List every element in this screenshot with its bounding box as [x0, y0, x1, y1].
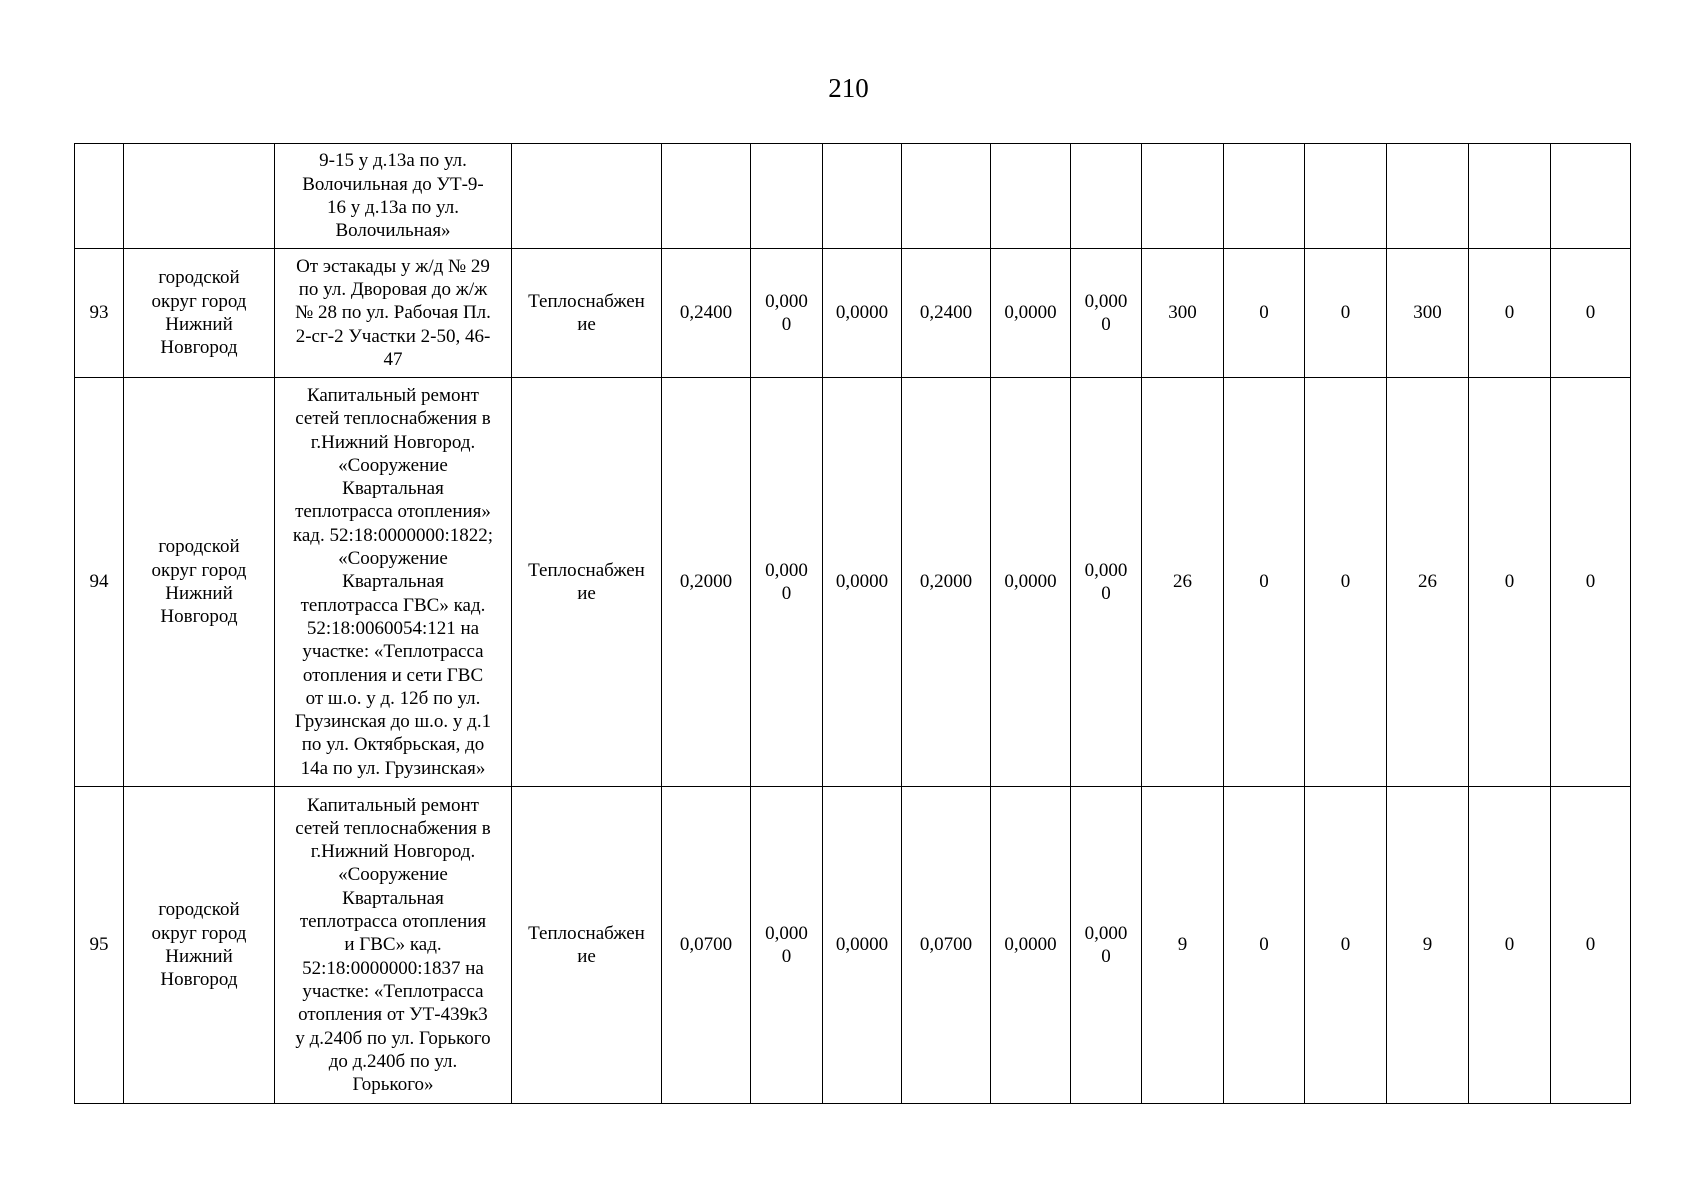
- cell-line: Грузинская до ш.о. у д.1: [294, 711, 492, 733]
- cell-line: Волочильная до УТ-9-: [302, 173, 484, 195]
- cell-line: теплотрасса ГВС» кад.: [300, 594, 486, 616]
- cell-value-4: [902, 144, 991, 249]
- cell-line: 14а по ул. Грузинская»: [300, 757, 486, 779]
- cell-line: Новгород: [160, 969, 238, 991]
- cell-line: ие: [577, 314, 596, 335]
- cell-line: у д.240б по ул. Горького: [295, 1027, 491, 1049]
- cell-line: 0,000: [1084, 290, 1128, 312]
- cell-value-2: [751, 249, 823, 378]
- cell-value-8: 0: [1224, 378, 1305, 787]
- cell-line: 0,000: [765, 290, 808, 312]
- cell-line: 0: [1101, 583, 1111, 604]
- cell-line: 0: [781, 946, 792, 967]
- cell-value-5: [991, 144, 1071, 249]
- cell-value-3: [823, 144, 902, 249]
- table-row: [75, 249, 1631, 378]
- cell-line: «Сооружение: [338, 548, 448, 570]
- cell-line: «Сооружение: [338, 864, 448, 886]
- cell-value-11: 0: [1469, 378, 1551, 787]
- cell-line: до д.240б по ул.: [328, 1050, 458, 1072]
- cell-line: сетей теплоснабжения в: [295, 817, 491, 839]
- cell-line: «Сооружение: [338, 454, 448, 476]
- cell-value-5: 0,0000: [991, 249, 1071, 378]
- cell-line: Волочильная»: [335, 220, 451, 242]
- cell-line: сетей теплоснабжения в: [295, 408, 491, 430]
- cell-municipality: [124, 787, 275, 1104]
- cell-line: 47: [383, 348, 403, 370]
- cell-value-5: 0,0000: [991, 378, 1071, 787]
- cell-line: округ город: [151, 922, 247, 944]
- cell-value-3: 0,0000: [823, 378, 902, 787]
- cell-line: ие: [577, 946, 596, 967]
- data-table: [74, 143, 1631, 1104]
- cell-line: отопления от УТ-439к3: [298, 1004, 488, 1026]
- cell-value-11: 0: [1469, 787, 1551, 1104]
- cell-value-7: [1142, 144, 1224, 249]
- cell-value-6: [1071, 249, 1142, 378]
- cell-value-6: [1071, 144, 1142, 249]
- cell-line: Новгород: [160, 606, 238, 628]
- cell-line: 9-15 у д.13а по ул.: [319, 150, 467, 172]
- cell-line: Капитальный ремонт: [306, 384, 479, 406]
- cell-value-10: [1387, 144, 1469, 249]
- cell-line: 0: [781, 314, 792, 335]
- cell-value-10: 300: [1387, 249, 1469, 378]
- cell-line: городской: [158, 267, 240, 289]
- cell-line: теплотрасса отопления: [299, 911, 487, 933]
- cell-line: кад. 52:18:0000000:1822;: [292, 524, 494, 546]
- cell-line: Квартальная: [342, 571, 444, 593]
- cell-value-8: 0: [1224, 787, 1305, 1104]
- cell-value-4: 0,2400: [902, 249, 991, 378]
- cell-line: № 28 по ул. Рабочая Пл.: [295, 302, 491, 324]
- cell-type: [512, 378, 662, 787]
- cell-value-7: 26: [1142, 378, 1224, 787]
- cell-line: по ул. Октябрьская, до: [301, 734, 485, 756]
- cell-line: городской: [158, 536, 240, 558]
- cell-line: Новгород: [160, 337, 238, 359]
- cell-value-6: [1071, 787, 1142, 1104]
- cell-line: 0: [1101, 946, 1111, 967]
- cell-value-10: 9: [1387, 787, 1469, 1104]
- page-number: 210: [828, 73, 869, 103]
- cell-line: 0,000: [765, 922, 808, 944]
- cell-line: 0: [781, 583, 792, 604]
- cell-value-8: [1224, 144, 1305, 249]
- cell-description: [275, 787, 512, 1104]
- table-row: [75, 144, 1631, 249]
- cell-line: округ город: [151, 290, 247, 312]
- cell-value-1: 0,0700: [662, 787, 751, 1104]
- cell-value-12: 0: [1551, 249, 1631, 378]
- cell-line: Теплоснабжен: [528, 290, 645, 312]
- cell-line: участке: «Теплотрасса: [302, 980, 484, 1002]
- cell-type: [512, 787, 662, 1104]
- cell-value-11: [1469, 144, 1551, 249]
- cell-line: 52:18:0000000:1837 на: [302, 957, 484, 979]
- cell-line: Теплоснабжен: [528, 559, 645, 581]
- cell-line: г.Нижний Новгород.: [310, 841, 476, 863]
- cell-line: Нижний: [165, 314, 233, 335]
- cell-value-4: 0,2000: [902, 378, 991, 787]
- cell-line: ие: [577, 583, 596, 604]
- cell-num: 94: [75, 378, 124, 787]
- cell-line: Капитальный ремонт: [306, 794, 479, 816]
- cell-line: отопления и сети ГВС: [302, 664, 484, 686]
- cell-line: Квартальная: [342, 478, 444, 500]
- cell-description: [275, 249, 512, 378]
- cell-value-6: [1071, 378, 1142, 787]
- cell-line: 0,000: [1084, 559, 1128, 581]
- cell-line: От эстакады у ж/д № 29: [296, 255, 490, 277]
- cell-type: [512, 144, 662, 249]
- cell-num: [75, 144, 124, 249]
- cell-line: 52:18:0060054:121 на: [306, 617, 480, 639]
- cell-value-7: 9: [1142, 787, 1224, 1104]
- cell-line: городской: [158, 899, 240, 921]
- cell-value-12: 0: [1551, 787, 1631, 1104]
- cell-line: округ город: [151, 559, 247, 581]
- cell-type: [512, 249, 662, 378]
- cell-line: 0,000: [1084, 922, 1128, 944]
- cell-description: [275, 378, 512, 787]
- cell-value-9: [1305, 144, 1387, 249]
- cell-value-1: 0,2000: [662, 378, 751, 787]
- cell-line: по ул. Дворовая до ж/ж: [298, 279, 488, 301]
- cell-line: Горького»: [352, 1074, 434, 1096]
- cell-line: Квартальная: [342, 887, 444, 909]
- cell-municipality: [124, 144, 275, 249]
- cell-line: г.Нижний Новгород.: [310, 431, 476, 453]
- cell-line: 0,000: [765, 559, 808, 581]
- cell-value-12: 0: [1551, 378, 1631, 787]
- cell-value-1: 0,2400: [662, 249, 751, 378]
- cell-line: и ГВС» кад.: [344, 934, 442, 956]
- cell-value-9: 0: [1305, 378, 1387, 787]
- cell-line: 16 у д.13а по ул.: [327, 197, 459, 218]
- cell-value-10: 26: [1387, 378, 1469, 787]
- cell-num: 93: [75, 249, 124, 378]
- cell-num: 95: [75, 787, 124, 1104]
- cell-municipality: [124, 249, 275, 378]
- cell-value-4: 0,0700: [902, 787, 991, 1104]
- cell-line: Теплоснабжен: [528, 922, 645, 944]
- cell-value-8: 0: [1224, 249, 1305, 378]
- cell-value-9: 0: [1305, 787, 1387, 1104]
- cell-line: 2-сг-2 Участки 2-50, 46-: [295, 325, 491, 347]
- cell-line: 0: [1101, 314, 1111, 335]
- cell-value-2: [751, 787, 823, 1104]
- cell-value-1: [662, 144, 751, 249]
- cell-value-7: 300: [1142, 249, 1224, 378]
- cell-value-2: [751, 378, 823, 787]
- cell-line: Нижний: [165, 583, 233, 604]
- cell-line: теплотрасса отопления»: [295, 501, 491, 523]
- cell-value-5: 0,0000: [991, 787, 1071, 1104]
- cell-line: от ш.о. у д. 12б по ул.: [305, 687, 481, 709]
- table-row: [75, 787, 1631, 1104]
- cell-value-3: 0,0000: [823, 787, 902, 1104]
- cell-value-2: [751, 144, 823, 249]
- table-row: [75, 378, 1631, 787]
- cell-value-11: 0: [1469, 249, 1551, 378]
- cell-value-9: 0: [1305, 249, 1387, 378]
- cell-value-3: 0,0000: [823, 249, 902, 378]
- cell-line: Нижний: [165, 946, 233, 967]
- cell-municipality: [124, 378, 275, 787]
- cell-value-12: [1551, 144, 1631, 249]
- cell-line: участке: «Теплотрасса: [302, 641, 484, 663]
- cell-description: [275, 144, 512, 249]
